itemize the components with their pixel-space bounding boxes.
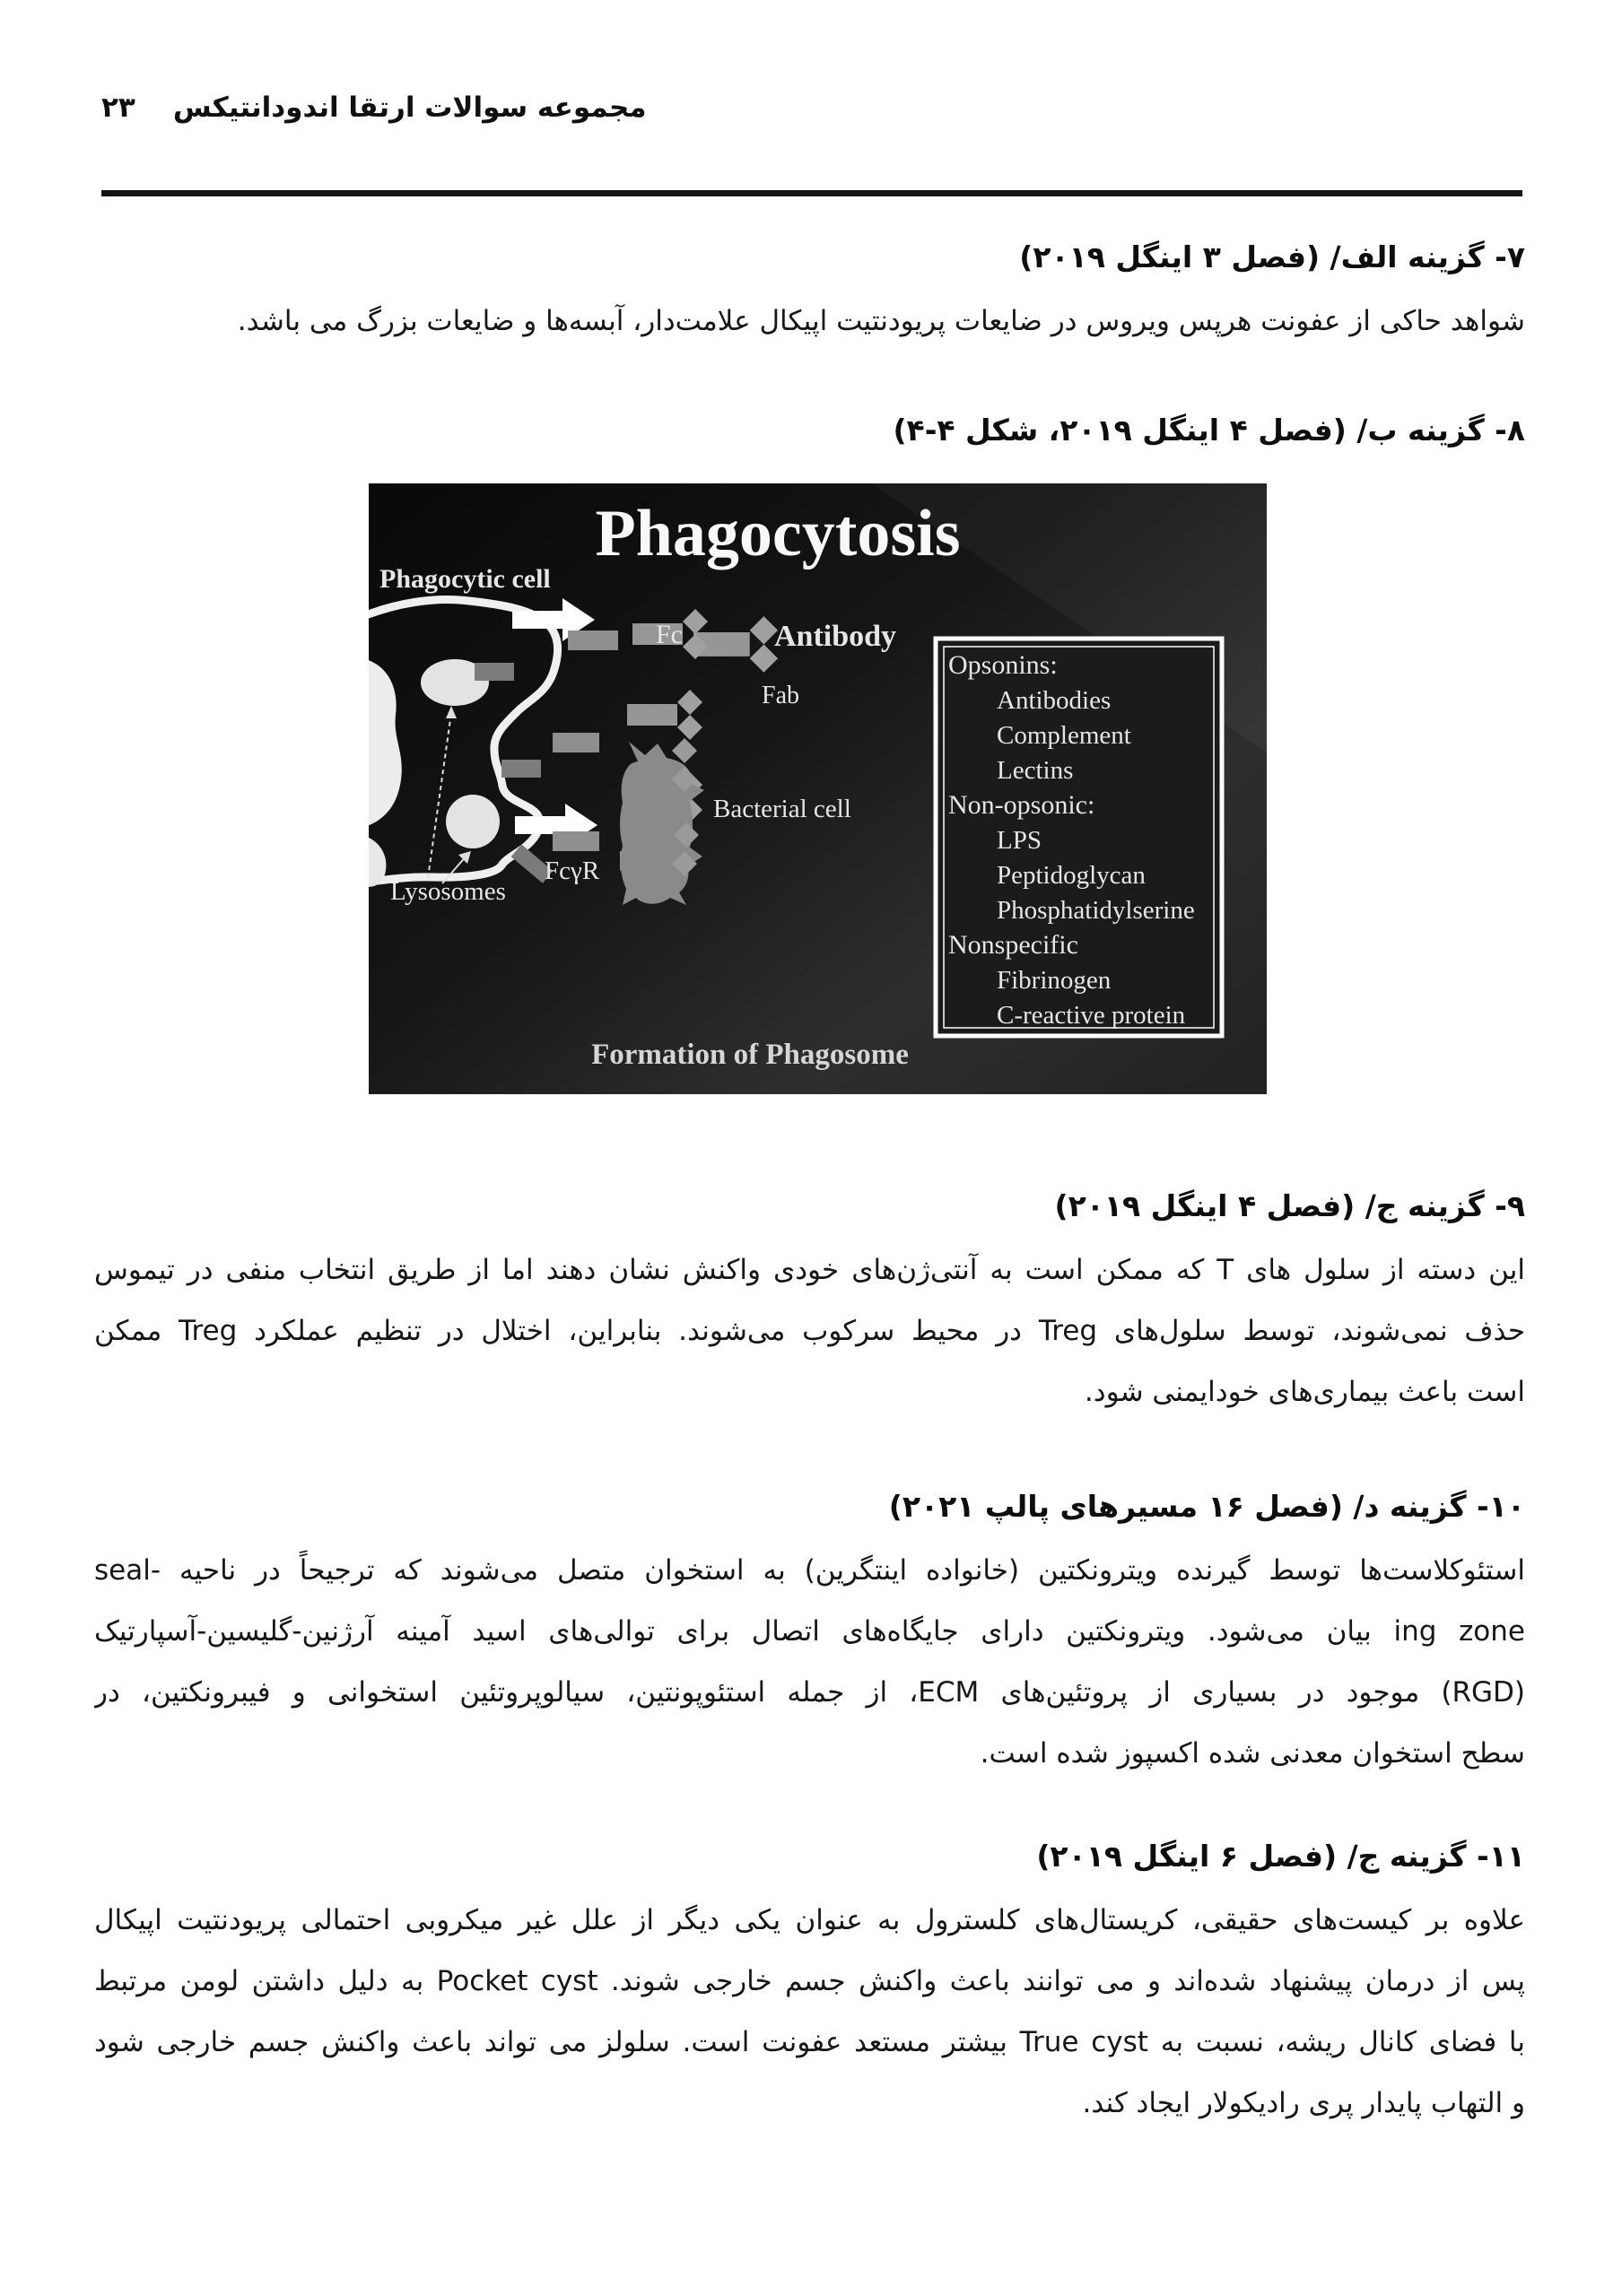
section-11-heading: ۱۱- گزینه ج/ (فصل ۶ اینگل ۲۰۱۹) xyxy=(1036,1839,1525,1874)
section-10-line-3: (RGD) موجود در بسیاری از پروتئین‌های ECM، از جمله استئوپونتین، سیالوپروتئین استخوانی و فیبرونکتین، در xyxy=(94,1676,1525,1709)
fab-label: Fab xyxy=(762,682,799,709)
phagocytosis-figure-svg xyxy=(369,483,1267,1094)
header-rule xyxy=(101,190,1522,196)
fc-label: Fc xyxy=(656,620,683,649)
non-opsonic-header: Non-opsonic: xyxy=(948,790,1095,820)
phagocytosis-figure xyxy=(369,483,1267,1094)
opsonin-item: Antibodies xyxy=(997,686,1112,715)
figure-caption: Formation of Phagosome xyxy=(591,1039,909,1071)
section-8-heading: ۸- گزینه ب/ (فصل ۴ اینگل ۲۰۱۹، شکل ۴-۴) xyxy=(893,413,1525,448)
section-11-line-1: علاوه بر کیست‌های حقیقی، کریستال‌های کلسترول به عنوان یکی دیگر از علل غیر میکروبی احتمالی پریودنتیت اپیکال xyxy=(94,1904,1525,1936)
opsonin-item: Phosphatidylserine xyxy=(997,896,1195,925)
receptor-rod xyxy=(568,631,618,650)
section-7-heading: ۷- گزینه الف/ (فصل ۳ اینگل ۲۰۱۹) xyxy=(1019,239,1525,274)
opsonin-item: Fibrinogen xyxy=(997,966,1112,995)
section-9-line-3: است باعث بیماری‌های خودایمنی شود. xyxy=(1084,1376,1525,1408)
opsonin-item: Lectins xyxy=(997,756,1074,785)
receptor-rod xyxy=(553,733,599,752)
section-11-line-4: و التهاب پایدار پری رادیکولار ایجاد کند. xyxy=(1082,2087,1525,2119)
opsonin-item: C-reactive protein xyxy=(997,1001,1186,1030)
lysosome-2 xyxy=(446,795,500,848)
section-11-line-2: پس از درمان پیشنهاد شده‌اند و می توانند باعث واکنش جسم خارجی شوند. Pocket cyst به دلیل داشتن لومن مرتبط xyxy=(94,1965,1525,1997)
section-9 xyxy=(94,1185,1525,1422)
figure-title: Phagocytosis xyxy=(595,497,961,570)
receptor-rod xyxy=(501,760,541,778)
lysosomes-label: Lysosomes xyxy=(390,877,506,906)
opsonin-item: Peptidoglycan xyxy=(997,861,1146,890)
opsonin-item: LPS xyxy=(997,826,1042,855)
section-10-line-2: ing zone بیان می‌شود. ویترونکتین دارای جایگاه‌های اتصال برای توالی‌های اسید آمینه آرژنین-گلیسین-آسپارتیک xyxy=(94,1615,1525,1648)
section-10-line-1: استئوکلاست‌ها توسط گیرنده ویترونکتین (خانواده اینتگرین) به استخوان متصل می‌شوند که ترجیحاً در ناحیه seal-‎ xyxy=(94,1554,1525,1587)
section-8 xyxy=(94,409,1525,464)
receptor-rod xyxy=(553,831,599,851)
section-11 xyxy=(94,1835,1525,2134)
fcgr-label: FcγR xyxy=(545,857,600,885)
section-7-line-1: شواهد حاکی از عفونت هرپس ویروس در ضایعات پریودنتیت اپیکال علامت‌دار، آبسه‌ها و ضایعات بزرگ می باشد. xyxy=(237,305,1525,337)
opsonin-item: Complement xyxy=(997,721,1131,750)
bacterial-cell-label: Bacterial cell xyxy=(713,795,851,823)
section-7 xyxy=(94,236,1525,352)
section-9-line-1: این دسته از سلول های T که ممکن است به آنتی‌ژن‌های خودی واکنش نشان دهند اما از طریق انتخاب منفی در تیموس xyxy=(94,1254,1525,1286)
antibody-label: Antibody xyxy=(774,620,897,653)
section-9-heading: ۹- گزینه ج/ (فصل ۴ اینگل ۲۰۱۹) xyxy=(1054,1188,1525,1223)
section-10-line-4: سطح استخوان معدنی شده اکسپوز شده است. xyxy=(980,1737,1525,1770)
opsonins-header: Opsonins: xyxy=(948,650,1058,680)
page-header xyxy=(101,91,647,124)
section-10 xyxy=(94,1485,1525,1784)
page-number: ۲۳ xyxy=(101,91,135,124)
book-title: مجموعه سوالات ارتقا اندودانتیکس xyxy=(172,91,647,124)
section-9-line-2: حذف نمی‌شوند، توسط سلول‌های Treg در محیط سرکوب می‌شوند. بنابراین، اختلال در تنظیم عملکرد Treg ممکن xyxy=(94,1315,1525,1347)
section-11-line-3: با فضای کانال ریشه، نسبت به True cyst بیشتر مستعد عفونت است. سلولز می تواند باعث واکنش جسم خارجی شود xyxy=(94,2026,1525,2058)
receptor-rod xyxy=(475,663,514,681)
phagocytic-cell-label: Phagocytic cell xyxy=(379,564,551,594)
section-10-heading: ۱۰- گزینه د/ (فصل ۱۶ مسیرهای پالپ ۲۰۲۱) xyxy=(888,1489,1525,1524)
nonspecific-header: Nonspecific xyxy=(948,930,1078,960)
